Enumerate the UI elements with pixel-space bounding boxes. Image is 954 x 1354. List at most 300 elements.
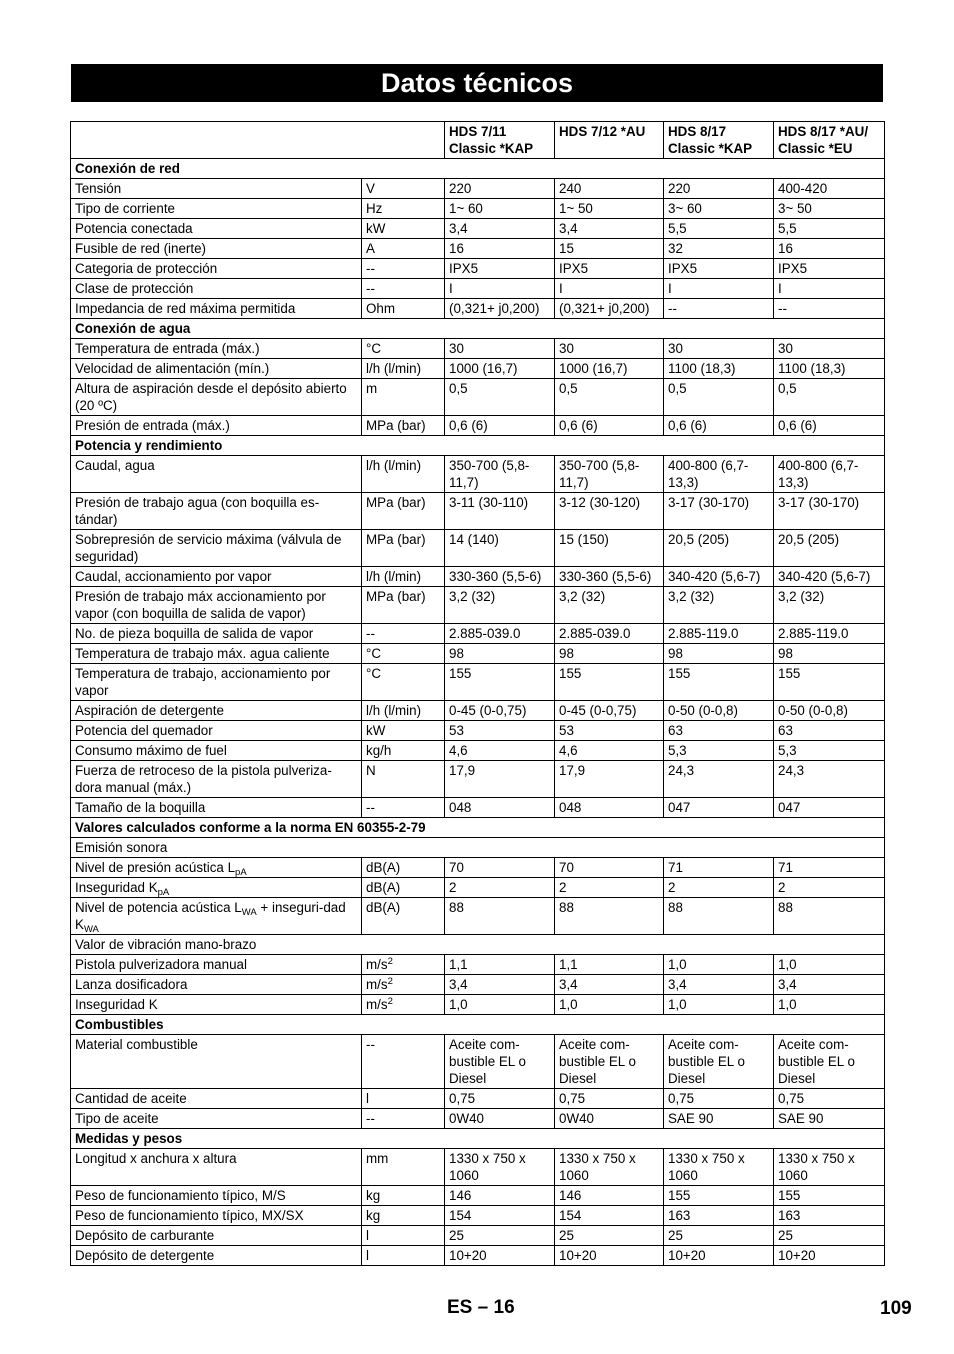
unit-text: l/h (l/min) bbox=[366, 569, 422, 584]
row-unit bbox=[362, 530, 445, 567]
row-unit bbox=[362, 898, 445, 935]
value-cell: 5,3 bbox=[664, 741, 774, 761]
value-cell: 220 bbox=[664, 179, 774, 199]
row-unit bbox=[362, 567, 445, 587]
row-label bbox=[71, 1246, 362, 1266]
row-label bbox=[71, 624, 362, 644]
row-label bbox=[71, 259, 362, 279]
table-row bbox=[71, 1186, 885, 1206]
row-unit bbox=[362, 359, 445, 379]
value-cell: 30 bbox=[774, 339, 885, 359]
label-text: Depósito de detergente bbox=[75, 1248, 215, 1263]
value-cell: 1~ 50 bbox=[555, 199, 664, 219]
subsection-row bbox=[71, 935, 885, 955]
row-unit bbox=[362, 179, 445, 199]
table-row bbox=[71, 761, 885, 798]
table-row bbox=[71, 644, 885, 664]
label-text: Tipo de aceite bbox=[75, 1111, 159, 1126]
label-text: Presión de trabajo agua (con boquilla es-tándar) bbox=[75, 495, 320, 527]
label-text: Sobrepresión de servicio máxima (válvula de seguridad) bbox=[75, 532, 342, 564]
value-cell: 32 bbox=[664, 239, 774, 259]
value-cell: 0,75 bbox=[445, 1089, 555, 1109]
unit-text: l/h (l/min) bbox=[366, 458, 422, 473]
value-cell: 4,6 bbox=[445, 741, 555, 761]
row-label bbox=[71, 701, 362, 721]
label-text: Depósito de carburante bbox=[75, 1228, 215, 1243]
label-text: Clase de protección bbox=[75, 281, 194, 296]
table-row bbox=[71, 1246, 885, 1266]
value-cell: Aceite com-bustible EL o Diesel bbox=[445, 1035, 555, 1089]
value-cell: 25 bbox=[664, 1226, 774, 1246]
value-cell: 1100 (18,3) bbox=[664, 359, 774, 379]
value-cell: 3-11 (30-110) bbox=[445, 493, 555, 530]
value-cell: 1100 (18,3) bbox=[774, 359, 885, 379]
value-cell: 048 bbox=[445, 798, 555, 818]
section-title: Conexión de agua bbox=[71, 319, 885, 339]
row-label bbox=[71, 416, 362, 436]
row-unit bbox=[362, 624, 445, 644]
table-row bbox=[71, 530, 885, 567]
unit-text: N bbox=[366, 763, 376, 778]
table-row bbox=[71, 456, 885, 493]
value-cell: 1,1 bbox=[445, 955, 555, 975]
value-cell: 0,75 bbox=[555, 1089, 664, 1109]
row-label bbox=[71, 493, 362, 530]
table-row bbox=[71, 664, 885, 701]
value-cell: 24,3 bbox=[664, 761, 774, 798]
value-cell: 71 bbox=[774, 858, 885, 878]
label-text: Inseguridad K bbox=[75, 880, 158, 895]
value-cell: Aceite com-bustible EL o Diesel bbox=[555, 1035, 664, 1089]
value-cell: IPX5 bbox=[774, 259, 885, 279]
section-row bbox=[71, 319, 885, 339]
value-cell: 25 bbox=[774, 1226, 885, 1246]
value-cell: 10+20 bbox=[555, 1246, 664, 1266]
value-cell: 14 (140) bbox=[445, 530, 555, 567]
value-cell: 2.885-119.0 bbox=[664, 624, 774, 644]
column-header: HDS 7/11 Classic *KAP bbox=[445, 122, 555, 159]
table-row bbox=[71, 1226, 885, 1246]
value-cell: SAE 90 bbox=[664, 1109, 774, 1129]
value-cell: 16 bbox=[445, 239, 555, 259]
section-title: Combustibles bbox=[71, 1015, 885, 1035]
value-cell: 047 bbox=[664, 798, 774, 818]
subsection-title: Valor de vibración mano-brazo bbox=[71, 935, 885, 955]
row-unit bbox=[362, 741, 445, 761]
row-unit bbox=[362, 1035, 445, 1089]
value-cell: IPX5 bbox=[445, 259, 555, 279]
table-row bbox=[71, 493, 885, 530]
value-cell: 240 bbox=[555, 179, 664, 199]
table-row bbox=[71, 219, 885, 239]
row-unit bbox=[362, 239, 445, 259]
value-cell: 98 bbox=[774, 644, 885, 664]
footer-language-page bbox=[447, 1297, 515, 1319]
row-label bbox=[71, 798, 362, 818]
value-cell: 163 bbox=[664, 1206, 774, 1226]
value-cell: 2 bbox=[774, 878, 885, 898]
value-cell: 3-12 (30-120) bbox=[555, 493, 664, 530]
value-cell: 15 bbox=[555, 239, 664, 259]
row-label bbox=[71, 1206, 362, 1226]
label-text: Fusible de red (inerte) bbox=[75, 241, 206, 256]
unit-text: -- bbox=[366, 800, 375, 815]
unit-text: °C bbox=[366, 666, 382, 681]
row-unit bbox=[362, 259, 445, 279]
value-cell: 98 bbox=[445, 644, 555, 664]
label-text: Temperatura de trabajo, accionamiento por vapor bbox=[75, 666, 331, 698]
label-subscript: pA bbox=[157, 887, 170, 898]
value-cell: I bbox=[664, 279, 774, 299]
row-label bbox=[71, 1186, 362, 1206]
section-row bbox=[71, 1129, 885, 1149]
label-text: Potencia conectada bbox=[75, 221, 193, 236]
value-cell: I bbox=[774, 279, 885, 299]
value-cell: 70 bbox=[445, 858, 555, 878]
unit-text: dB(A) bbox=[366, 860, 401, 875]
row-label bbox=[71, 1035, 362, 1089]
row-label bbox=[71, 567, 362, 587]
label-text: No. de pieza boquilla de salida de vapor bbox=[75, 626, 314, 641]
unit-text: l bbox=[366, 1228, 369, 1243]
value-cell: 3,4 bbox=[664, 975, 774, 995]
label-text: Impedancia de red máxima permitida bbox=[75, 301, 296, 316]
label-text: Presión de trabajo máx accionamiento por vapor (con boquilla de salida de vapor) bbox=[75, 589, 326, 621]
row-unit bbox=[362, 1149, 445, 1186]
table-row bbox=[71, 379, 885, 416]
value-cell: 0,6 (6) bbox=[445, 416, 555, 436]
row-unit bbox=[362, 644, 445, 664]
value-cell: 3,2 (32) bbox=[555, 587, 664, 624]
unit-text: Ohm bbox=[366, 301, 396, 316]
value-cell: 0-50 (0-0,8) bbox=[664, 701, 774, 721]
subsection-title: Emisión sonora bbox=[71, 838, 885, 858]
unit-text: l bbox=[366, 1248, 369, 1263]
row-unit bbox=[362, 379, 445, 416]
value-cell: 3-17 (30-170) bbox=[664, 493, 774, 530]
table-row bbox=[71, 299, 885, 319]
value-cell: 16 bbox=[774, 239, 885, 259]
value-cell: 3,4 bbox=[774, 975, 885, 995]
unit-superscript: 2 bbox=[387, 996, 393, 1007]
row-label bbox=[71, 955, 362, 975]
row-label bbox=[71, 359, 362, 379]
value-cell: 0,5 bbox=[774, 379, 885, 416]
table-row bbox=[71, 199, 885, 219]
value-cell: 0-45 (0-0,75) bbox=[445, 701, 555, 721]
value-cell: 10+20 bbox=[445, 1246, 555, 1266]
unit-text: V bbox=[366, 181, 375, 196]
value-cell: 3,4 bbox=[555, 975, 664, 995]
unit-text: -- bbox=[366, 281, 375, 296]
value-cell: 146 bbox=[445, 1186, 555, 1206]
row-unit bbox=[362, 416, 445, 436]
table-row bbox=[71, 798, 885, 818]
value-cell: 4,6 bbox=[555, 741, 664, 761]
unit-text: °C bbox=[366, 646, 382, 661]
row-label bbox=[71, 1109, 362, 1129]
value-cell: 340-420 (5,6-7) bbox=[774, 567, 885, 587]
row-label bbox=[71, 664, 362, 701]
table-row bbox=[71, 741, 885, 761]
section-row bbox=[71, 159, 885, 179]
unit-text: MPa (bar) bbox=[366, 418, 426, 433]
row-label bbox=[71, 761, 362, 798]
value-cell: 3,2 (32) bbox=[774, 587, 885, 624]
value-cell: 2 bbox=[555, 878, 664, 898]
table-row bbox=[71, 339, 885, 359]
value-cell: 330-360 (5,5-6) bbox=[555, 567, 664, 587]
value-cell: 155 bbox=[664, 664, 774, 701]
row-label bbox=[71, 1149, 362, 1186]
value-cell: 24,3 bbox=[774, 761, 885, 798]
table-row bbox=[71, 1206, 885, 1226]
label-text: Pistola pulverizadora manual bbox=[75, 957, 247, 972]
section-title: Conexión de red bbox=[71, 159, 885, 179]
row-unit bbox=[362, 456, 445, 493]
section-row bbox=[71, 436, 885, 456]
unit-text: -- bbox=[366, 261, 375, 276]
value-cell: 3~ 60 bbox=[664, 199, 774, 219]
unit-text: m/s bbox=[366, 957, 388, 972]
value-cell: 17,9 bbox=[555, 761, 664, 798]
value-cell: 155 bbox=[664, 1186, 774, 1206]
table-row bbox=[71, 955, 885, 975]
value-cell: 15 (150) bbox=[555, 530, 664, 567]
unit-text: kg bbox=[366, 1188, 381, 1203]
value-cell: 146 bbox=[555, 1186, 664, 1206]
row-unit bbox=[362, 975, 445, 995]
unit-text: m/s bbox=[366, 977, 388, 992]
row-label bbox=[71, 199, 362, 219]
value-cell: 0W40 bbox=[445, 1109, 555, 1129]
value-cell: 2 bbox=[664, 878, 774, 898]
table-row bbox=[71, 359, 885, 379]
label-text: Fuerza de retroceso de la pistola pulveriza-dora manual (máx.) bbox=[75, 763, 332, 795]
unit-text: -- bbox=[366, 1037, 375, 1052]
label-text: Nivel de presión acústica L bbox=[75, 860, 236, 875]
row-unit bbox=[362, 995, 445, 1015]
value-cell: 0,5 bbox=[555, 379, 664, 416]
row-label bbox=[71, 219, 362, 239]
label-text: Peso de funcionamiento típico, MX/SX bbox=[75, 1208, 304, 1223]
technical-data-table bbox=[70, 121, 885, 1266]
header-blank-cell bbox=[71, 122, 445, 159]
row-label bbox=[71, 878, 362, 898]
value-cell: 155 bbox=[555, 664, 664, 701]
value-cell: 1330 x 750 x 1060 bbox=[445, 1149, 555, 1186]
value-cell: 0,75 bbox=[664, 1089, 774, 1109]
section-row bbox=[71, 818, 885, 838]
row-label bbox=[71, 239, 362, 259]
table-row bbox=[71, 701, 885, 721]
page-title: Datos técnicos bbox=[71, 64, 883, 102]
label-text: Nivel de potencia acústica L bbox=[75, 900, 242, 915]
table-row bbox=[71, 567, 885, 587]
column-header: HDS 7/12 *AU bbox=[555, 122, 664, 159]
value-cell: 88 bbox=[555, 898, 664, 935]
value-cell: 1330 x 750 x 1060 bbox=[555, 1149, 664, 1186]
value-cell: IPX5 bbox=[555, 259, 664, 279]
table-row bbox=[71, 179, 885, 199]
label-text: Lanza dosificadora bbox=[75, 977, 188, 992]
label-text: Longitud x anchura x altura bbox=[75, 1151, 237, 1166]
value-cell: 350-700 (5,8-11,7) bbox=[445, 456, 555, 493]
table-row bbox=[71, 975, 885, 995]
value-cell: 3,4 bbox=[555, 219, 664, 239]
value-cell: 63 bbox=[774, 721, 885, 741]
value-cell: 154 bbox=[555, 1206, 664, 1226]
value-cell: I bbox=[555, 279, 664, 299]
row-unit bbox=[362, 798, 445, 818]
value-cell: 10+20 bbox=[664, 1246, 774, 1266]
label-text: Caudal, agua bbox=[75, 458, 155, 473]
unit-text: -- bbox=[366, 1111, 375, 1126]
value-cell: 1,0 bbox=[774, 995, 885, 1015]
value-cell: 70 bbox=[555, 858, 664, 878]
row-unit bbox=[362, 587, 445, 624]
label-subscript: WA bbox=[241, 907, 257, 918]
value-cell: 20,5 (205) bbox=[774, 530, 885, 567]
unit-text: °C bbox=[366, 341, 382, 356]
value-cell: 30 bbox=[664, 339, 774, 359]
value-cell: 88 bbox=[774, 898, 885, 935]
value-cell: 340-420 (5,6-7) bbox=[664, 567, 774, 587]
value-cell: -- bbox=[664, 299, 774, 319]
label-text: Material combustible bbox=[75, 1037, 198, 1052]
unit-text: MPa (bar) bbox=[366, 532, 426, 547]
row-unit bbox=[362, 279, 445, 299]
value-cell: Aceite com-bustible EL o Diesel bbox=[664, 1035, 774, 1089]
section-title: Medidas y pesos bbox=[71, 1129, 885, 1149]
row-label bbox=[71, 379, 362, 416]
label-text: Aspiración de detergente bbox=[75, 703, 224, 718]
value-cell: 71 bbox=[664, 858, 774, 878]
row-label bbox=[71, 587, 362, 624]
value-cell: 1000 (16,7) bbox=[445, 359, 555, 379]
table-row bbox=[71, 1089, 885, 1109]
value-cell: 0-50 (0-0,8) bbox=[774, 701, 885, 721]
column-header: HDS 8/17 *AU/ Classic *EU bbox=[774, 122, 885, 159]
footer-lang: ES bbox=[447, 1297, 473, 1318]
value-cell: 25 bbox=[445, 1226, 555, 1246]
label-text: Velocidad de alimentación (mín.) bbox=[75, 361, 270, 376]
row-label bbox=[71, 898, 362, 935]
value-cell: 400-800 (6,7-13,3) bbox=[664, 456, 774, 493]
value-cell: 047 bbox=[774, 798, 885, 818]
value-cell: 220 bbox=[445, 179, 555, 199]
label-text: Peso de funcionamiento típico, M/S bbox=[75, 1188, 286, 1203]
row-unit bbox=[362, 1226, 445, 1246]
table-row bbox=[71, 995, 885, 1015]
value-cell: 0,6 (6) bbox=[555, 416, 664, 436]
value-cell: 2.885-119.0 bbox=[774, 624, 885, 644]
row-unit bbox=[362, 339, 445, 359]
unit-text: l/h (l/min) bbox=[366, 361, 422, 376]
unit-text: kW bbox=[366, 723, 386, 738]
value-cell: 2.885-039.0 bbox=[445, 624, 555, 644]
unit-superscript: 2 bbox=[387, 956, 393, 967]
row-unit bbox=[362, 878, 445, 898]
row-unit bbox=[362, 1089, 445, 1109]
table-row bbox=[71, 239, 885, 259]
unit-text: dB(A) bbox=[366, 880, 401, 895]
unit-text: kg/h bbox=[366, 743, 392, 758]
value-cell: 1,0 bbox=[445, 995, 555, 1015]
value-cell: 1,0 bbox=[664, 955, 774, 975]
value-cell: 63 bbox=[664, 721, 774, 741]
label-text: Potencia del quemador bbox=[75, 723, 213, 738]
value-cell: 155 bbox=[774, 664, 885, 701]
row-label bbox=[71, 741, 362, 761]
unit-text: A bbox=[366, 241, 375, 256]
table-body bbox=[71, 122, 885, 1266]
unit-text: m/s bbox=[366, 997, 388, 1012]
label-text: Cantidad de aceite bbox=[75, 1091, 187, 1106]
table-row bbox=[71, 858, 885, 878]
subsection-row bbox=[71, 838, 885, 858]
unit-superscript: 2 bbox=[387, 976, 393, 987]
value-cell: 2.885-039.0 bbox=[555, 624, 664, 644]
page-number: 109 bbox=[880, 1298, 912, 1319]
value-cell: 25 bbox=[555, 1226, 664, 1246]
value-cell: 330-360 (5,5-6) bbox=[445, 567, 555, 587]
value-cell: 98 bbox=[555, 644, 664, 664]
value-cell: (0,321+ j0,200) bbox=[555, 299, 664, 319]
column-header: HDS 8/17 Classic *KAP bbox=[664, 122, 774, 159]
row-unit bbox=[362, 721, 445, 741]
row-unit bbox=[362, 219, 445, 239]
value-cell: 1,0 bbox=[664, 995, 774, 1015]
unit-text: kW bbox=[366, 221, 386, 236]
value-cell: 155 bbox=[774, 1186, 885, 1206]
row-unit bbox=[362, 1206, 445, 1226]
row-label bbox=[71, 1226, 362, 1246]
unit-text: MPa (bar) bbox=[366, 495, 426, 510]
value-cell: 88 bbox=[664, 898, 774, 935]
footer-dash: – bbox=[477, 1297, 489, 1318]
value-cell: 1000 (16,7) bbox=[555, 359, 664, 379]
row-label bbox=[71, 721, 362, 741]
label-text: Presión de entrada (máx.) bbox=[75, 418, 230, 433]
value-cell: 1330 x 750 x 1060 bbox=[774, 1149, 885, 1186]
value-cell: 400-800 (6,7-13,3) bbox=[774, 456, 885, 493]
table-row bbox=[71, 587, 885, 624]
value-cell: 0,6 (6) bbox=[774, 416, 885, 436]
value-cell: 163 bbox=[774, 1206, 885, 1226]
value-cell: 98 bbox=[664, 644, 774, 664]
label-text: Tipo de corriente bbox=[75, 201, 175, 216]
table-row bbox=[71, 898, 885, 935]
table-row bbox=[71, 721, 885, 741]
value-cell: 0,5 bbox=[664, 379, 774, 416]
row-unit bbox=[362, 199, 445, 219]
value-cell: (0,321+ j0,200) bbox=[445, 299, 555, 319]
row-unit bbox=[362, 1246, 445, 1266]
value-cell: 154 bbox=[445, 1206, 555, 1226]
label-text: Caudal, accionamiento por vapor bbox=[75, 569, 272, 584]
value-cell: SAE 90 bbox=[774, 1109, 885, 1129]
row-unit bbox=[362, 664, 445, 701]
row-label bbox=[71, 644, 362, 664]
table-row bbox=[71, 878, 885, 898]
row-label bbox=[71, 995, 362, 1015]
label-text: Tensión bbox=[75, 181, 122, 196]
value-cell: 350-700 (5,8-11,7) bbox=[555, 456, 664, 493]
unit-text: kg bbox=[366, 1208, 381, 1223]
value-cell: 155 bbox=[445, 664, 555, 701]
table-row bbox=[71, 1149, 885, 1186]
